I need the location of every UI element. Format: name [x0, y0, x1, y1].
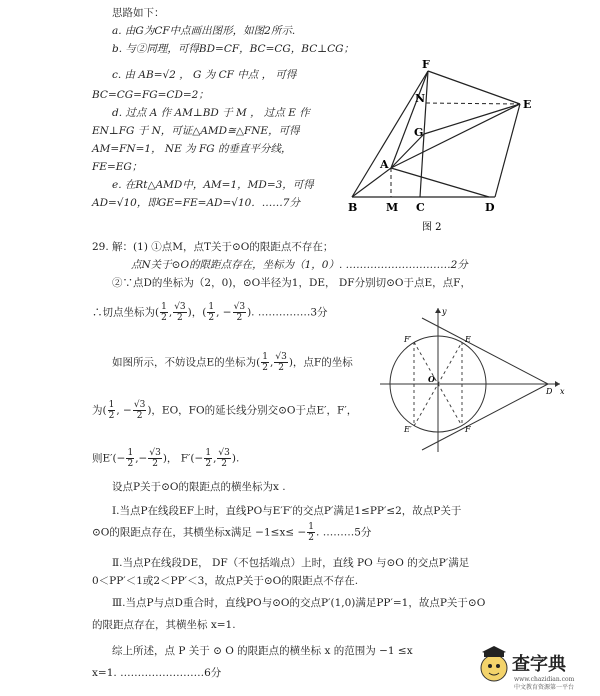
- step-e: e. 在Rt△AMD中，AM=1，MD=3，可得: [112, 179, 314, 191]
- fig2-label-D: D: [485, 201, 495, 214]
- fig3-label-x: x: [560, 387, 565, 396]
- step-e-cont: AD=√10，即GE=FE=AD=√10．……7分: [92, 197, 300, 209]
- figure-2-geometry: [340, 56, 540, 241]
- fig2-caption: 图 2: [422, 222, 442, 233]
- step-d: d. 过点 A 作 AM⊥BD 于 M ， 过点 E 作: [112, 107, 310, 119]
- point-e-line: 如图所示，不妨设点E的坐标为( $\frac{1}{2}$ , $\frac{√3}{2}$ )，点F的坐标: [112, 352, 353, 373]
- conclusion-line2: x=1. ……………………6分: [92, 667, 222, 679]
- fig3-label-E-prime: E′: [404, 425, 412, 434]
- point-f-line: 为( $\frac{1}{2}$ , − $\frac{√3}{2}$ )，EO，FO的延长线分别交⊙O于点E′，F′，: [92, 400, 358, 421]
- thinking-heading: 思路如下：: [112, 7, 165, 19]
- chazidian-watermark: [478, 640, 598, 692]
- figure-circle-tangents: [370, 300, 570, 460]
- step-d-cont1: EN⊥FG 于 N，可证△AMD≅△FNE，可得: [92, 125, 300, 137]
- point-e2-f2-line: 则E′(− $\frac{1}{2}$ ,− $\frac{√3}{2}$ )， F′(− $\frac{1}{2}$ , $\frac{√3}{2}$ ).: [92, 448, 240, 469]
- fig2-label-G: G: [414, 126, 424, 139]
- fig3-label-E: E: [465, 335, 471, 344]
- fig3-label-O: O: [428, 374, 435, 384]
- conclusion-line1: 综上所述，点 P 关于 ⊙ O 的限距点的横坐标 x 的范围为 −1 ≤x: [112, 645, 413, 657]
- fig2-label-F: F: [422, 58, 430, 71]
- fig3-label-D: D: [546, 387, 553, 396]
- step-d-cont3: FE=EG；: [92, 161, 143, 173]
- watermark-brand: 查字典: [512, 654, 566, 675]
- case-2-line2: 0＜PP′＜1或2＜PP′＜3，故点P关于⊙O的限距点不存在.: [92, 575, 359, 587]
- step-b: b. 与②同理，可得BD=CF，BC=CG，BC⊥CG；: [112, 43, 355, 55]
- case-1-line2: ⊙O的限距点存在，其横坐标x满足 −1≤x≤ − $\frac{1}{2}$ . ………5分: [92, 522, 372, 543]
- case-2-line1: Ⅱ.当点P在线段DE， DF（不包括端点）上时，直线 PO 与⊙O 的交点P′满足: [112, 557, 470, 569]
- mascot-icon: [481, 655, 507, 681]
- fig3-label-y: y: [442, 307, 447, 316]
- fig2-label-M: M: [386, 201, 399, 214]
- fig2-label-B: B: [348, 201, 358, 214]
- fig2-label-A: A: [380, 158, 389, 171]
- watermark-url: www.chazidian.com: [514, 676, 575, 683]
- tangent-points-line: ∴切点坐标为( $\frac{1}{2}$ , $\frac{√3}{2}$ )，( $\frac{1}{2}$ , − $\frac{√3}{2}$ ). ……………3分: [92, 302, 328, 323]
- case-1-line1: Ⅰ.当点P在线段EF上时，直线PO与E′F′的交点P′满足1≤PP′≤2，故点P关于: [112, 505, 462, 517]
- fig2-label-N: N: [415, 92, 426, 105]
- q29-line1: 29. 解：(1) ①点M，点T关于⊙O的限距点不存在；: [92, 241, 334, 253]
- q29-line3: ②∵点D的坐标为（2，0)，⊙O半径为1，DE， DF分别切⊙O于点E，点F，: [112, 277, 471, 289]
- fig2-label-E: E: [523, 98, 532, 111]
- q29-line2: 点N关于⊙O的限距点存在，坐标为（1，0）. …………………………2分: [131, 259, 468, 271]
- step-c: c. 由 AB=√2 ， G 为 CF 中点 ， 可得: [112, 69, 297, 81]
- fig2-label-C: C: [416, 201, 425, 214]
- watermark-tagline: 中文教育资源第一平台: [514, 684, 575, 691]
- step-d-cont2: AM=FN=1， NE 为 FG 的垂直平分线，: [92, 143, 292, 155]
- step-c-cont: BC=CG=FG=CD=2；: [92, 89, 209, 101]
- assume-x-line: 设点P关于⊙O的限距点的横坐标为x .: [112, 481, 286, 493]
- case-3-line2: 的限距点存在，其横坐标 x=1.: [92, 619, 236, 631]
- step-a: a. 由G为CF中点画出图形，如图2所示.: [112, 25, 296, 37]
- fig3-label-F-prime: F′: [404, 335, 412, 344]
- case-3-line1: Ⅲ.当点P与点D重合时，直线PO与⊙O的交点P′(1,0)满足PP′=1，故点P关于⊙O: [112, 597, 486, 609]
- fig3-label-F: F: [465, 425, 471, 434]
